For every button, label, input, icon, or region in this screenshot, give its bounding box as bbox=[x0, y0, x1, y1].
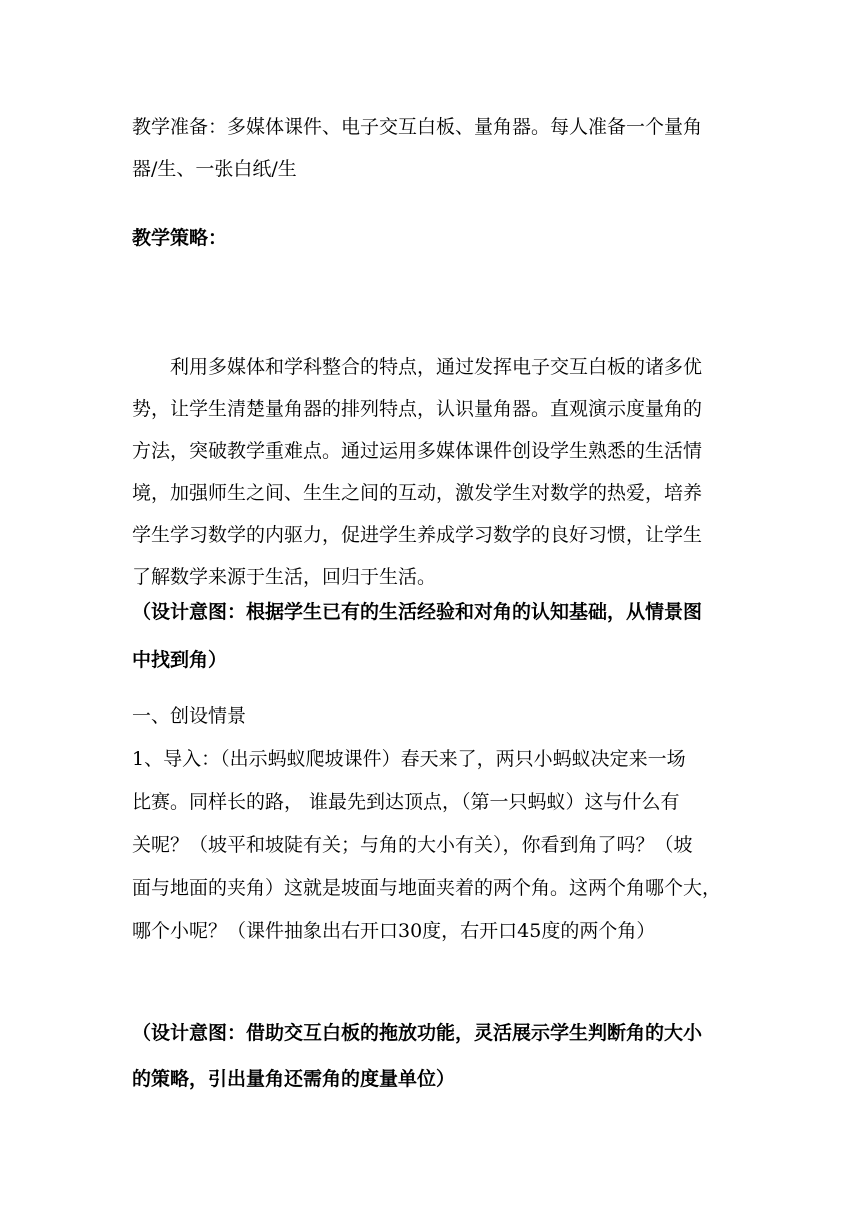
text-line: 境，加强师生之间、生生之间的互动，激发学生对数学的热爱，培养 bbox=[132, 482, 703, 504]
teaching-strategy-heading bbox=[132, 217, 732, 259]
text-line: 1、导入：（出示蚂蚁爬坡课件）春天来了，两只小蚂蚁决定来一场 bbox=[132, 748, 686, 770]
section-heading bbox=[132, 695, 732, 737]
heading-text: 一、创设情景 bbox=[132, 705, 247, 727]
text-line: 方法，突破教学重难点。通过运用多媒体课件创设学生熟悉的生活情 bbox=[132, 440, 703, 462]
design-intent-paragraph bbox=[132, 1010, 732, 1102]
design-intent-paragraph bbox=[132, 588, 732, 684]
text-line: 面与地面的夹角）这就是坡面与地面夹着的两个角。这两个角哪个大， bbox=[132, 877, 722, 899]
text-line: （设计意图：借助交互白板的拖放功能，灵活展示学生判断角的大小 bbox=[132, 1022, 703, 1044]
text-line: 教学准备：多媒体课件、电子交互白板、量角器。每人准备一个量角 bbox=[132, 116, 703, 138]
text-line: 的策略，引出量角还需角的度量单位） bbox=[132, 1068, 456, 1090]
text-line: （设计意图：根据学生已有的生活经验和对角的认知基础，从情景图 bbox=[132, 601, 703, 623]
text-line: 利用多媒体和学科整合的特点，通过发挥电子交互白板的诸多优 bbox=[132, 356, 703, 378]
text-line: 势，让学生清楚量角器的排列特点，认识量角器。直观演示度量角的 bbox=[132, 398, 703, 420]
text-line: 中找到角） bbox=[132, 649, 228, 671]
strategy-body-paragraph bbox=[132, 346, 732, 598]
text-line: 比赛。同样长的路， 谁最先到达顶点，（第一只蚂蚁）这与什么有 bbox=[132, 791, 680, 813]
teaching-prep-paragraph bbox=[132, 106, 732, 190]
heading-text: 教学策略： bbox=[132, 227, 228, 249]
intro-paragraph bbox=[132, 738, 732, 953]
text-line: 学生学习数学的内驱力，促进学生养成学习数学的良好习惯，让学生 bbox=[132, 524, 703, 546]
text-line: 关呢？（坡平和坡陡有关；与角的大小有关），你看到角了吗？（坡 bbox=[132, 834, 693, 856]
text-line: 器/生、一张白纸/生 bbox=[132, 158, 297, 180]
text-line: 了解数学来源于生活，回归于生活。 bbox=[132, 566, 437, 588]
text-line: 哪个小呢？（课件抽象出右开口30度，右开口45度的两个角） bbox=[132, 920, 656, 942]
